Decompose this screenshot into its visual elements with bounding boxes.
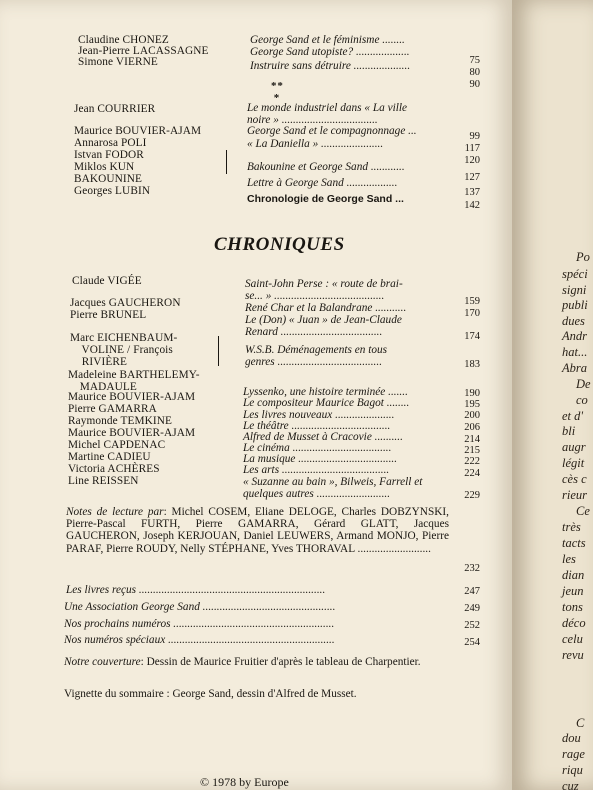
section-entry: Une Association George Sand ............................................... [64,601,336,613]
right-page-fragment: rieur [562,488,587,502]
page-number: 183 [464,359,480,370]
author-name: Claudine CHONEZ [78,34,169,46]
article-title: Chronologie de George Sand ... [247,193,404,205]
page-number: 127 [464,172,480,183]
page-number: 159 [464,296,480,307]
author-name: Madeleine BARTHELEMY- MADAULE [68,369,200,393]
notes-label: Notes de lecture par [66,506,164,518]
right-page-fragment: riqu [562,763,583,777]
page-number: 214 [464,434,480,445]
page-number: 80 [469,67,480,78]
article-title: René Char et la Balandrane ........... [245,302,407,314]
author-name: Maurice BOUVIER-AJAM [74,125,202,137]
right-page-fragment: revu [562,648,584,662]
page-number: 224 [464,468,480,479]
page-number: 222 [464,456,480,467]
section-entry: Nos numéros spéciaux ........................................................... [64,634,335,646]
right-page-fragment: légit [562,456,585,470]
right-page-fragment: celu [562,632,583,646]
right-page-fragment: tacts [562,536,586,550]
author-name: Pierre GAMARRA [68,403,157,415]
page-number: 229 [464,490,480,501]
article-title: La musique ................................... [243,453,398,465]
right-page-fragment: et d' [562,409,584,423]
author-name: Maurice BOUVIER-AJAM [68,391,196,403]
cover-label: Notre couverture [64,656,141,668]
page-number: 99 [469,131,480,142]
author-name: Marc EICHENBAUM- VOLINE / François RIVIÈRE [70,332,178,368]
article-title: Alfred de Musset à Cracovie .......... [243,431,403,443]
section-entry: Nos prochains numéros ......................................................... [64,618,335,630]
page-number: 206 [464,422,480,433]
right-page-fragment: dues [562,314,585,328]
notes-text: : Michel COSEM, Eliane DELOGE, Charles DOBZYNSKI, Pierre-Pascal FURTH, Pierre GAMARRA, Gérard GLATT, Jacques GAUCHERON, Joseph KERJOUAN, Daniel LEUWERS, Armand MONJO, Pierre PARAF, Pierre ROUDY, Nelly STÉPHANE, Yves THORAVAL .......................... [66,506,449,555]
author-name: Martine CADIEU [68,451,151,463]
right-page-fragment: rage [562,747,585,761]
article-title: Lyssenko, une histoire terminée ....... [243,386,408,398]
article-title: Saint-John Perse : « route de brai- se... » ....................................... [245,278,403,302]
right-page-fragment: tons [562,600,583,614]
author-name: Istvan FODOR [74,149,144,161]
right-page-fragment: spéci [562,267,588,281]
article-title: Les arts ...................................... [243,464,390,476]
article-title: George Sand utopiste? ................... [250,46,410,58]
page-number: 232 [464,563,480,574]
right-page-fragment: C [576,716,585,730]
page-number: 195 [464,399,480,410]
author-name: Victoria ACHÈRES [68,463,160,475]
author-name: Claude VIGÉE [72,275,142,287]
page-number: 170 [464,308,480,319]
reading-notes [66,506,449,555]
article-title: Les livres nouveaux ..................... [243,409,395,421]
section-stars: * * * [271,80,283,104]
author-name: Pierre BRUNEL [70,309,147,321]
right-page-fragment: augr [562,440,586,454]
page-number: 247 [464,586,480,597]
right-page-fragment: Ce [576,504,590,518]
right-page-fragment: publi [562,298,588,312]
section-heading: CHRONIQUES [214,234,345,255]
right-page-fragment: déco [562,616,586,630]
right-page-fragment: très [562,520,581,534]
page-number: 75 [469,55,480,66]
author-name: Georges LUBIN [74,185,151,197]
grouping-bar [218,336,219,366]
right-page-fragment: bli [562,424,576,438]
article-title: George Sand et le féminisme ........ [250,34,405,46]
author-name: Annarosa POLI [74,137,147,149]
page-number: 200 [464,410,480,421]
grouping-bar [226,150,227,174]
page-number: 142 [464,200,480,211]
article-title: Le compositeur Maurice Bagot ........ [243,397,410,409]
article-title: « Suzanne au bain », Bilweis, Farrell et quelques autres .......................... [243,476,423,500]
right-page-fragment: jeun [562,584,584,598]
article-title: Le théâtre ................................... [243,420,391,432]
page-number: 249 [464,603,480,614]
article-title: W.S.B. Déménagements en tous genres ..................................... [245,344,388,368]
book-page-right [512,0,593,790]
author-name: Jacques GAUCHERON [70,297,181,309]
right-page-fragment: co [576,393,588,407]
right-page-fragment: Andr [562,329,587,343]
page-number: 137 [464,187,480,198]
author-name: Raymonde TEMKINE [68,415,172,427]
right-page-fragment: cès c [562,472,587,486]
right-page-fragment: dian [562,568,585,582]
section-entry: Les livres reçus .................................................................. [66,584,326,596]
cover-note [64,656,449,668]
page-number: 254 [464,637,480,648]
article-title: Le monde industriel dans « La ville noire » .................................. [247,102,408,126]
page-number: 215 [464,445,480,456]
vignette-note: Vignette du sommaire : George Sand, dessin d'Alfred de Musset. [64,688,357,700]
right-page-fragment: hat... [562,345,588,359]
article-title: Le cinéma ................................... [243,442,392,454]
right-page-fragment: Po [576,250,590,264]
author-name: Jean COURRIER [74,103,156,115]
article-title: Instruire sans détruire .................... [250,60,411,72]
page-number: 117 [464,143,480,154]
page-number: 120 [464,155,480,166]
author-name: Miklos KUN [74,161,135,173]
author-name: Simone VIERNE [78,56,158,68]
author-name: Line REISSEN [68,475,139,487]
article-title: Lettre à George Sand .................. [247,177,398,189]
author-name: Maurice BOUVIER-AJAM [68,427,196,439]
author-name: Michel CAPDENAC [68,439,166,451]
author-name: Jean-Pierre LACASSAGNE [78,45,209,57]
page-number: 90 [469,79,480,90]
right-page-fragment: les [562,552,576,566]
article-title: George Sand et le compagnonnage ... [247,125,417,137]
article-title: Le (Don) « Juan » de Jean-Claude Renard .................................... [245,314,402,338]
right-page-fragment: Abra [562,361,587,375]
page-number: 252 [464,620,480,631]
right-page-fragment: signi [562,283,587,297]
author-name: BAKOUNINE [74,173,143,185]
article-title: « La Daniella » ...................... [247,138,384,150]
right-page-fragment: dou [562,731,581,745]
page-number: 174 [464,331,480,342]
page-number: 190 [464,388,480,399]
cover-text: : Dessin de Maurice Fruitier d'après le tableau de Charpentier. [140,656,421,668]
article-title: Bakounine et George Sand ............ [247,161,405,173]
right-page-fragment: cuz [562,779,579,790]
copyright-line: © 1978 by Europe [200,775,289,789]
right-page-fragment: De [576,377,591,391]
